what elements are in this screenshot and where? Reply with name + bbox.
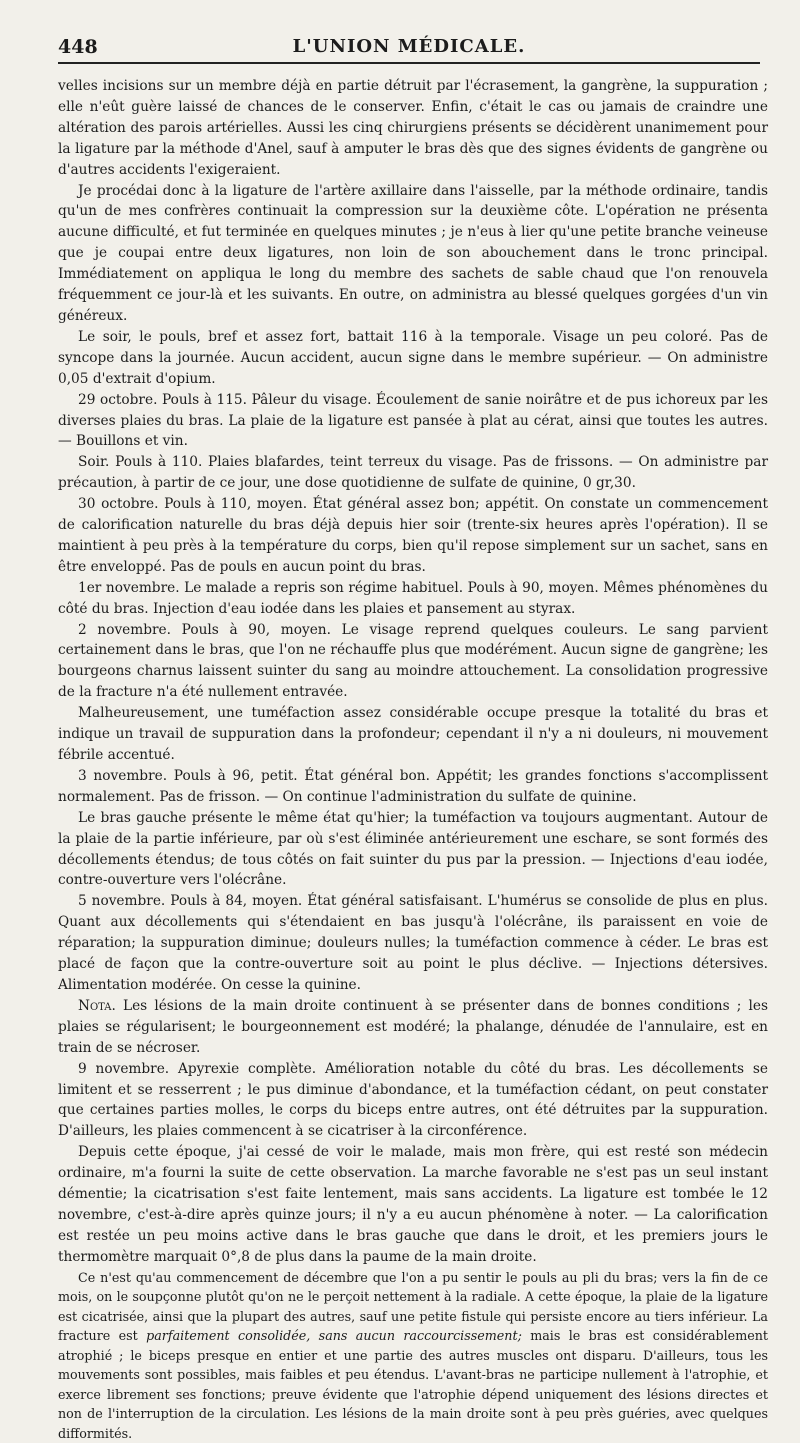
paragraph: Soir. Pouls à 110. Plaies blafardes, teint terreux du visage. Pas de frissons. — On administre par précaution, à partir de ce jour, une dose quotidienne de sulfate de quinine, 0 gr,30. (58, 454, 768, 492)
paragraph: 2 novembre. Pouls à 90, moyen. Le visage reprend quelques couleurs. Le sang parvient certainement dans le bras, que l'on ne réchauffe plus que modérément. Aucun signe de gangrène; les bourgeons charnus laissent suinter du sang au moindre attouchement. La consolidation progressive de la fracture n'a été nullement entravée. (58, 621, 768, 701)
paragraph: velles incisions sur un membre déjà en partie détruit par l'écrasement, la gangrène, la suppuration ; elle n'eût guère laissé de chances de le conserver. Enfin, c'était le cas ou jamais de craindre une altération des parois artérielles. Aussi les cinq chirurgiens présents se décidèrent unanimement pour la ligature par la méthode d'Anel, sauf à amputer le bras dès que des signes évidents de gangrène ou d'autres accidents l'exigeraient. (58, 78, 768, 178)
paragraph: Je procédai donc à la ligature de l'artère axillaire dans l'aisselle, par la méthode ordinaire, tandis qu'un de mes confrères continuait la compression sur la deuxième côte. L'opération ne présenta aucune difficulté, et fut terminée en quelques minutes ; je n'eus à lier qu'une petite branche veineuse que je coupai entre deux ligatures, non loin de son abouchement dans le tronc principal. Immédiatement on appliqua le long du membre des sachets de sable chaud que l'on renouvela fréquemment ce jour-là et les suivants. En outre, on administra au blessé quelques gorgées d'un vin généreux. (58, 182, 768, 324)
paragraph: 5 novembre. Pouls à 84, moyen. État général satisfaisant. L'humérus se consolide de plus en plus. Quant aux décollements qui s'étendaient en bas jusqu'à l'olécrâne, ils paraissent en voie de réparation; la suppuration diminue; douleurs nulles; la tuméfaction commence à céder. Le bras est placé de façon que la contre-ouverture soit au point le plus déclive. — Injections détersives. Alimentation modérée. On cesse la quinine. (58, 893, 768, 993)
paragraph: 30 octobre. Pouls à 110, moyen. État général assez bon; appétit. On constate un commencement de calorification naturelle du bras déjà depuis hier soir (trente-six heures après l'opération). Il se maintient à peu près à la température du corps, bien qu'il repose simplement sur un sachet, sans en être enveloppé. Pas de pouls en aucun point du bras. (58, 496, 768, 575)
paragraph: 3 novembre. Pouls à 96, petit. État général bon. Appétit; les grandes fonctions s'accomplissent normalement. Pas de frisson. — On continue l'administration du sulfate de quinine. (58, 767, 768, 805)
page-header (58, 32, 760, 64)
paragraph: 9 novembre. Apyrexie complète. Amélioration notable du côté du bras. Les décollements se limitent et se resserrent ; le pus diminue d'abondance, et la tuméfaction cédant, on peut constater que certaines parties molles, le corps du biceps entre autres, ont été détruites par la suppuration. D'ailleurs, les plaies commencent à se cicatriser à la circonférence. (58, 1060, 768, 1140)
running-title: L'UNION MÉDICALE. (292, 36, 526, 57)
paragraph-small: Ce n'est qu'au commencement de décembre que l'on a pu sentir le pouls au pli du bras; vers la fin de ce mois, on le soupçonne plutôt qu'on ne le perçoit nettement à la radiale. A cette époque, la plaie de la ligature est cicatrisée, ainsi que la plupart des autres, sauf une petite fistule qui persiste encore au tiers inférieur. La fracture est parfaitement consolidée, sans aucun raccourcissement; mais le bras est considérablement atrophié ; le biceps presque en entier et une partie des autres muscles ont disparu. D'ailleurs, tous les mouvements sont possibles, mais faibles et peu étendus. L'avant-bras ne participe nullement à l'atrophie, et exerce librement ses fonctions; preuve évidente que l'atrophie dépend uniquement des lésions directes et non de l'interruption de la circulation. Les lésions de la main droite sont à peu près guéries, avec quelques difformités. (58, 1269, 768, 1441)
italic-phrase: parfaitement consolidée, sans aucun raccourcissement; (146, 1328, 522, 1344)
paragraph: Le soir, le pouls, bref et assez fort, battait 116 à la temporale. Visage un peu coloré. Pas de syncope dans la journée. Aucun accident, aucun signe dans le membre supérieur. — On administre 0,05 d'extrait d'opium. (58, 328, 768, 387)
article-body (58, 76, 768, 1443)
paragraph: 1er novembre. Le malade a repris son régime habituel. Pouls à 90, moyen. Mêmes phénomènes du côté du bras. Injection d'eau iodée dans les plaies et pansement au styrax. (58, 579, 768, 617)
paragraph: 29 octobre. Pouls à 115. Pâleur du visage. Écoulement de sanie noirâtre et de pus ichoreux par les diverses plaies du bras. La plaie de la ligature est pansée à plat au cérat, ainsi que toutes les autres. — Bouillons et vin. (58, 391, 768, 450)
paragraph: Le bras gauche présente le même état qu'hier; la tuméfaction va toujours augmentant. Autour de la plaie de la partie inférieure, par où s'est éliminée antérieurement une eschare, se sont formés des décollements étendus; de tous côtés on fait suinter du pus par la pression. — Injections d'eau iodée, contre-ouverture vers l'olécrâne. (58, 809, 768, 889)
nota-paragraph: Nota. Les lésions de la main droite continuent à se présenter dans de bonnes conditions ; les plaies se régularisent; le bourgeonnement est modéré; la phalange, dénudée de l'annulaire, est en train de se nécroser. (58, 997, 768, 1056)
page-number: 448 (58, 36, 98, 58)
paragraph: Depuis cette époque, j'ai cessé de voir le malade, mais mon frère, qui est resté son médecin ordinaire, m'a fourni la suite de cette observation. La marche favorable ne s'est pas un seul instant démentie; la cicatrisation s'est faite lentement, mais sans accidents. La ligature est tombée le 12 novembre, c'est-à-dire après quinze jours; il n'y a eu aucun phénomène à noter. — La calorification est restée un peu moins active dans le bras gauche que dans le droit, et les premiers jours le thermomètre marquait 0°,8 de plus dans la paume de la main droite. (58, 1144, 768, 1265)
nota-label: Nota. (78, 997, 116, 1014)
paragraph: Malheureusement, une tuméfaction assez considérable occupe presque la totalité du bras et indique un travail de suppuration dans la profondeur; cependant il n'y a ni douleurs, ni mouvement fébrile accentué. (58, 705, 768, 763)
